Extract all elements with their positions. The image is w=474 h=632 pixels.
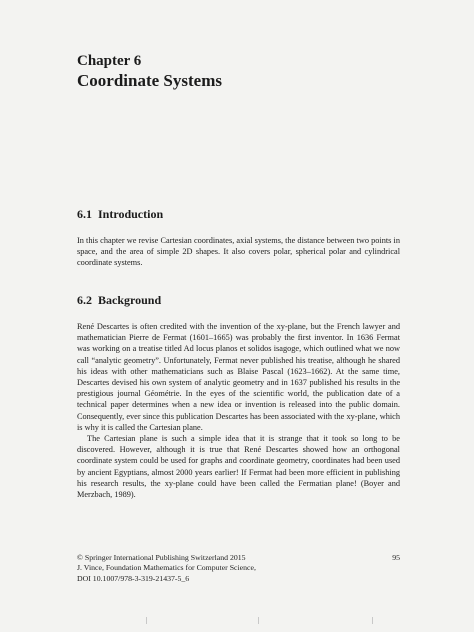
copyright-line: © Springer International Publishing Switzerland 2015 — [77, 553, 246, 562]
section-number: 6.2 — [77, 293, 92, 307]
section-heading-introduction — [77, 207, 163, 222]
paragraph: René Descartes is often credited with the invention of the xy-plane, but the French lawyer and mathematician Pierre de Fermat (1601–1665) was probably the first inventor. In 1636 Fermat was working on a treatise titled Ad locus planos et solidos isagoge, which outlined what we now call “analytic geometry”. Unfortunately, Fermat never published his treatise, although he shared his ideas with other mathematicians such as Blaise Pascal (1623–1662). At the same time, Descartes devised his own system of analytic geometry and in 1637 published his results in the prestigious journal Géométrie. In the eyes of the scientific world, the publication date of a technical paper determines when a new idea or invention is released into the public domain. Consequently, ever since this publication Descartes has been associated with the xy-plane, which is why it is called the Cartesian plane. — [77, 322, 400, 432]
section-number: 6.1 — [77, 207, 92, 221]
paragraph: In this chapter we revise Cartesian coordinates, axial systems, the distance between two points in space, and the area of simple 2D shapes. It also covers polar, spherical polar and cylindrical coordinate systems. — [77, 236, 400, 268]
scan-mark — [372, 617, 373, 624]
doi-line: DOI 10.1007/978-3-319-21437-5_6 — [77, 573, 190, 583]
section-title: Background — [98, 293, 162, 307]
introduction-body — [77, 235, 400, 269]
background-body — [77, 321, 400, 500]
page-number: 95 — [392, 553, 400, 562]
scan-mark — [258, 617, 259, 624]
citation-line: J. Vince, Foundation Mathematics for Computer Science, — [77, 563, 256, 573]
chapter-number: Chapter 6 — [77, 53, 142, 69]
section-title: Introduction — [98, 207, 164, 221]
paragraph: The Cartesian plane is such a simple idea that it is strange that it took so long to be discovered. However, although it is true that René Descartes showed how an orthogonal coordinate system could be used for graphs and coordinate geometry, coordinates had been used by ancient Egyptians, almost 2000 years earlier! If Fermat had been more efficient in publishing his research results, the xy-plane could have been called the Fermatian plane! (Boyer and Merzbach, 1989). — [77, 434, 400, 500]
page-footer — [77, 553, 400, 584]
scan-mark — [146, 617, 147, 624]
section-heading-background — [77, 293, 161, 308]
chapter-title: Coordinate Systems — [77, 71, 222, 90]
